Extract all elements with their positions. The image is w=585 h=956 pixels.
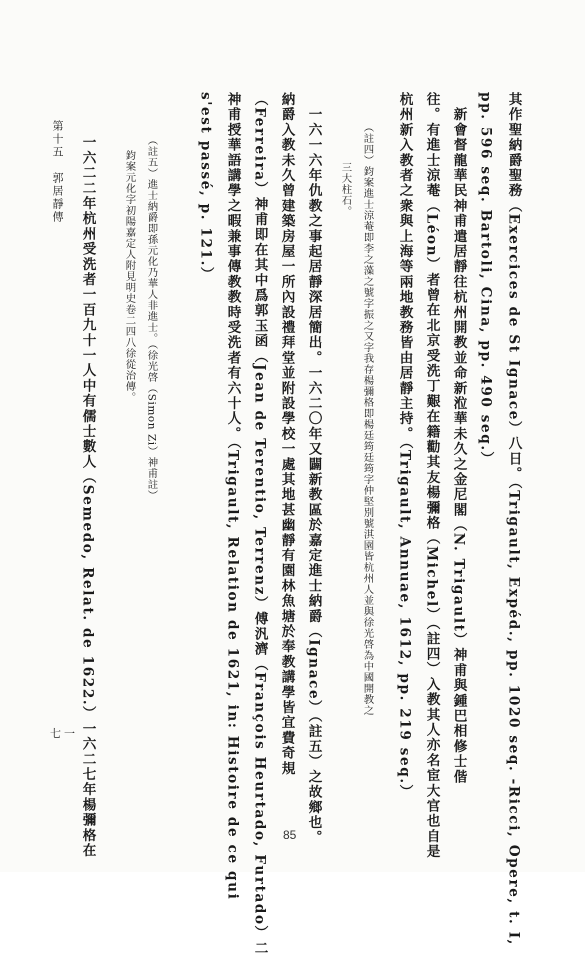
text-column-3: 新會督龍華民神甫遣居靜往杭州開教並命新涖華未久之金尼閣（N. Trigault）神甫與鍾巴相修士偕 <box>450 92 467 785</box>
text-column-11: 一六二二年杭州受洗者一百九十一人中有儒士數人（Semedo, Relat. de 1622.）一六二七年楊彌格在 <box>79 120 96 859</box>
text-column-10: s'est passé, p. 121.） <box>197 92 214 283</box>
text-column-9: 神甫授華語講學之暇兼事傳教教時受洗者有六十人。（Trigault, Relation de 1621, in: Histoire de ce qui <box>224 92 241 901</box>
text-column-7: 納爵入教未久曾建築房屋一所內設禮拜堂並附設學校一處其地甚幽靜有園林魚塘於奉教講學皆宜費奇規 <box>278 92 295 776</box>
folio-number: 七一 <box>50 727 78 740</box>
text-column-1: 其作聖納爵聖務（Exercices de St Ignace）八日。（Trigault, Expéd., pp. 1020 seq. -Ricci, Opere, t. I, <box>505 92 522 947</box>
text-column-5: 杭州新入教者之衆與上海等兩地教務皆由居靜主持。（Trigault, Annuae, 1612, pp. 219 seq.） <box>396 92 413 800</box>
footnote-5-line-1: （註五）進士納爵即孫元化乃華人非進士。（徐光啓（Simon Zi）神甫註） <box>145 135 158 501</box>
footnote-4-line-1: （註四）鈞案進士涼菴即李之藻之號字振之又字我存楊彌格即楊廷筠廷筠字仲堅別號淇園皆杭州人並與徐光啓為中國開教之 <box>361 122 374 716</box>
text-column-6: 一六一六年仇教之事起居靜深居簡出。一六二〇年又闢新教區於嘉定進士納爵（Ignace）（註五）之故鄉也。 <box>305 92 322 846</box>
text-column-2: pp. 596 seq. Bartoli, Cina, pp. 490 seq.） <box>477 92 494 467</box>
text-column-4: 往。有進士涼菴（Léon）者曾在北京受洗丁艱在籍勸其友楊彌格（Michel）（註四）入教其人亦名宦大官也自是 <box>423 92 440 860</box>
footnote-4-line-2: 三大柱石。 <box>339 162 352 217</box>
running-header: 第十五 郭居靜傳 <box>51 120 64 224</box>
page-number: 85 <box>283 828 297 842</box>
footnote-5-line-2: 鈞案元化字初陽嘉定人附見明史卷二四八徐從治傳。 <box>123 150 136 403</box>
text-column-8: （Ferreira）神甫即在其中爲郭玉函（Jean de Terentio, Terrenz）傅汎濟（François Heurtado, Furtado）二 <box>251 92 268 956</box>
